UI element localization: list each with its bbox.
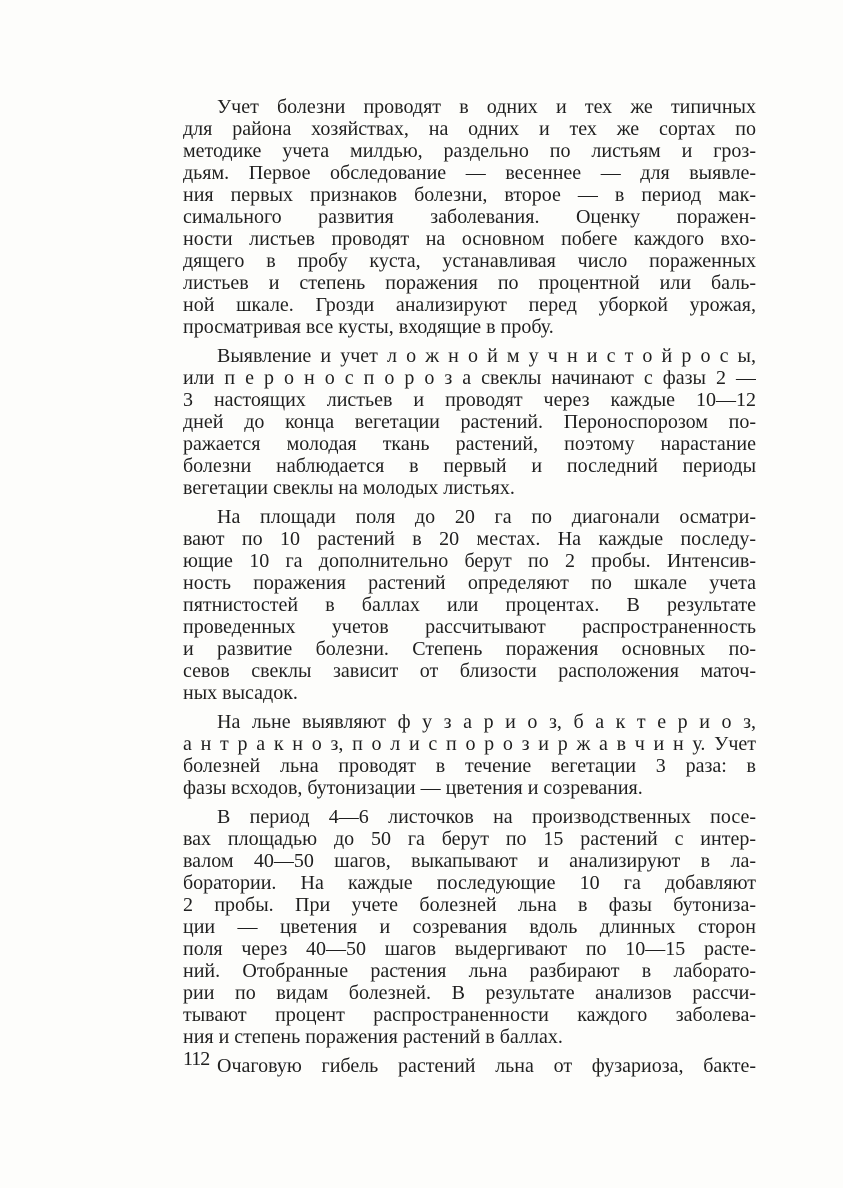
text-line: 3 настоящих листьев и проводят через каждые 10—12 [183, 389, 756, 411]
text-line: ной шкале. Грозди анализируют перед уборкой урожая, [183, 294, 756, 316]
body-text [183, 96, 756, 1084]
text-line: вах площадью до 50 га берут по 15 растений с интер- [183, 828, 756, 850]
paragraph-2 [183, 345, 756, 499]
text-line: валом 40—50 шагов, выкапывают и анализируют в ла- [183, 850, 756, 872]
text-line: Учет болезни проводят в одних и тех же типичных [217, 96, 756, 118]
paragraph-5 [183, 806, 756, 1048]
text-line: проведенных учетов рассчитывают распространенность [183, 616, 756, 638]
text-line: ния и степень поражения растений в баллах. [183, 1026, 563, 1048]
text-line: Выявление и учет л о ж н о й м у ч н и с т о й р о с ы, [217, 345, 756, 367]
text-line: или п е р о н о с п о р о з а свеклы начинают с фазы 2 — [183, 367, 756, 389]
paragraph-6 [183, 1055, 756, 1077]
text-line: пятнистостей в баллах или процентах. В результате [183, 594, 756, 616]
text-line: поля через 40—50 шагов выдергивают по 10—15 расте- [183, 938, 756, 960]
text-line: ний. Отобранные растения льна разбирают в лаборато- [183, 960, 756, 982]
text-line: симального развития заболевания. Оценку поражен- [183, 206, 756, 228]
text-line: тывают процент распространенности каждого заболева- [183, 1004, 756, 1026]
text-line: боратории. На каждые последующие 10 га добавляют [183, 872, 756, 894]
text-line: ния первых признаков болезни, второе — в период мак- [183, 184, 756, 206]
text-line: севов свеклы зависит от близости расположения маточ- [183, 660, 756, 682]
text-line: На льне выявляют ф у з а р и о з, б а к т е р и о з, [217, 711, 756, 733]
text-line: ность поражения растений определяют по шкале учета [183, 572, 756, 594]
text-line: ности листьев проводят на основном побеге каждого вхо- [183, 228, 756, 250]
text-line: листьев и степень поражения по процентной или баль- [183, 272, 756, 294]
text-line: дней до конца вегетации растений. Пероноспорозом по- [183, 411, 756, 433]
text-line: для района хозяйствах, на одних и тех же сортах по [183, 118, 756, 140]
text-line: ции — цветения и созревания вдоль длинных сторон [183, 916, 756, 938]
text-line: В период 4—6 листочков на производственных посе- [217, 806, 756, 828]
paragraph-1 [183, 96, 756, 338]
text-line: болезни наблюдается в первый и последний периоды [183, 455, 756, 477]
paragraph-3 [183, 506, 756, 704]
text-line: болезней льна проводят в течение вегетации 3 раза: в [183, 755, 756, 777]
text-line: вегетации свеклы на молодых листьях. [183, 477, 515, 499]
page-number: 112 [183, 1048, 210, 1070]
text-line: Очаговую гибель растений льна от фузариоза, бакте- [217, 1055, 756, 1077]
text-line: дящего в пробу куста, устанавливая число пораженных [183, 250, 756, 272]
text-line: вают по 10 растений в 20 местах. На каждые последу- [183, 528, 756, 550]
text-line: просматривая все кусты, входящие в пробу. [183, 316, 554, 338]
text-line: ющие 10 га дополнительно берут по 2 пробы. Интенсив- [183, 550, 756, 572]
text-line: а н т р а к н о з, п о л и с п о р о з и р ж а в ч и н у. Учет [183, 733, 756, 755]
text-line: дьям. Первое обследование — весеннее — для выявле- [183, 162, 756, 184]
text-line: фазы всходов, бутонизации — цветения и созревания. [183, 777, 643, 799]
text-line: ражается молодая ткань растений, поэтому нарастание [183, 433, 756, 455]
text-line: 2 пробы. При учете болезней льна в фазы бутониза- [183, 894, 756, 916]
text-line: методике учета милдью, раздельно по листьям и грoз- [183, 140, 756, 162]
text-line: На площади поля до 20 га по диагонали осматри- [217, 506, 756, 528]
text-line: рии по видам болезней. В результате анализов рассчи- [183, 982, 756, 1004]
paragraph-4 [183, 711, 756, 799]
text-line: ных высадок. [183, 682, 298, 704]
text-line: и развитие болезни. Степень поражения основных по- [183, 638, 756, 660]
